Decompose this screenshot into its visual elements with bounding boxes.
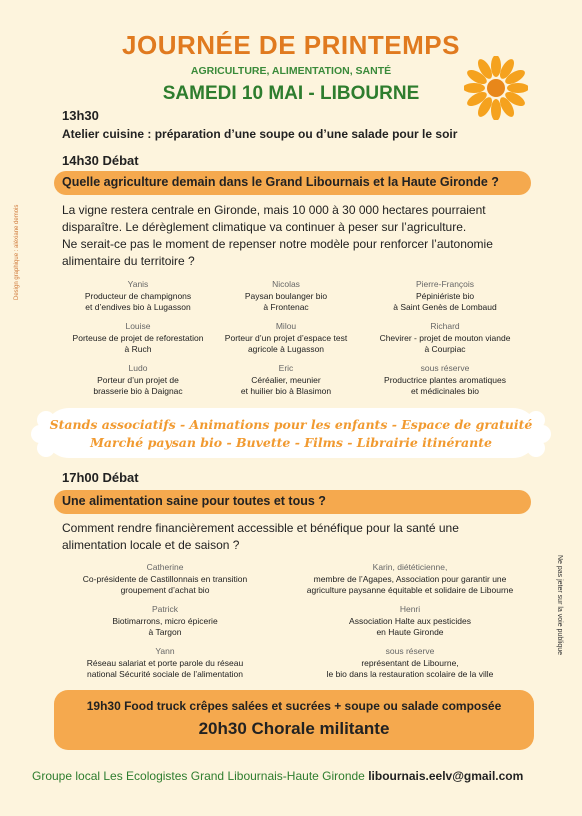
speaker-card	[53, 279, 223, 314]
speaker-name: Ludo	[128, 363, 148, 373]
speaker-name: sous réserve	[385, 646, 435, 656]
speaker-role: en Haute Gironde	[376, 627, 444, 637]
speaker-name: Milou	[275, 321, 297, 331]
speaker-card	[360, 279, 530, 314]
speaker-role: Pépiniériste bio	[415, 290, 475, 301]
session-1-time: 13h30	[62, 108, 99, 123]
session-3-para-1: Comment rendre financièrement accessible et bénéfique pour la santé une	[62, 521, 459, 535]
speaker-role: à Saint Genès de Lombaud	[393, 302, 497, 312]
design-credit: Design graphique : aléxiane demois	[14, 204, 20, 300]
speaker-card	[201, 279, 371, 314]
food-truck-line: 19h30 Food truck crêpes salées et sucrées + soupe ou salade composée	[86, 699, 502, 713]
speaker-role: Biotimarrons, micro épicerie	[112, 615, 218, 626]
speaker-card	[360, 321, 530, 356]
speaker-card	[290, 646, 530, 681]
speaker-card	[60, 604, 270, 639]
session-3-question: Une alimentation saine pour toutes et tous ?	[62, 494, 326, 508]
speaker-name: Catherine	[146, 562, 184, 572]
speaker-role: brasserie bio à Daignac	[93, 386, 183, 396]
page-title: JOURNÉE DE PRINTEMPS	[122, 30, 460, 60]
sunflower-icon	[464, 56, 528, 120]
speaker-role: à Ruch	[124, 344, 152, 354]
speaker-card	[201, 321, 371, 356]
speaker-card	[60, 562, 270, 597]
speaker-role: groupement d’achat bio	[120, 585, 210, 595]
speaker-role: et huilier bio à Blasimon	[240, 386, 332, 396]
chorale-line: 20h30 Chorale militante	[198, 719, 390, 738]
speaker-role: Productrice plantes aromatiques	[384, 374, 506, 385]
speaker-name: Yann	[155, 646, 175, 656]
speaker-role: Producteur de champignons	[84, 290, 192, 301]
speaker-name: sous réserve	[420, 363, 470, 373]
session-2-para-4: alimentaire du territoire ?	[62, 254, 195, 268]
speaker-role: à Targon	[148, 627, 182, 637]
speaker-role: à Frontenac	[263, 302, 309, 312]
speaker-card	[60, 646, 270, 681]
session-1-text: Atelier cuisine : préparation d’une soupe ou d’une salade pour le soir	[62, 127, 458, 141]
speaker-role: Paysan boulanger bio	[244, 290, 328, 301]
session-2-time: 14h30 Débat	[62, 153, 139, 168]
speaker-role: Réseau salariat et porte parole du réseau	[86, 657, 244, 668]
banner-line-1: Stands associatifs - Animations pour les enfants - Espace de gratuité	[49, 417, 533, 432]
speaker-name: Nicolas	[272, 279, 300, 289]
speaker-name: Karin, diététicienne,	[372, 562, 448, 572]
session-3-question-bar	[54, 490, 531, 514]
speaker-role: et d’endives bio à Lugasson	[85, 302, 191, 312]
speaker-card	[53, 363, 223, 398]
speaker-name: Pierre-François	[415, 279, 475, 289]
footer-email[interactable]: libournais.eelv@gmail.com	[368, 769, 524, 783]
session-2-question-bar	[54, 171, 531, 195]
speaker-name: Eric	[278, 363, 294, 373]
activities-banner	[44, 408, 538, 458]
banner-line-2: Marché paysan bio - Buvette - Films - Librairie itinérante	[90, 435, 492, 450]
speaker-role: représentant de Libourne,	[361, 657, 459, 668]
footer	[32, 769, 523, 783]
speaker-card	[290, 604, 530, 639]
session-2-question: Quelle agriculture demain dans le Grand Libournais et la Haute Gironde ?	[62, 175, 499, 189]
footer-group: Groupe local Les Ecologistes Grand Libournais-Haute Gironde	[32, 769, 365, 783]
speaker-role: Co-présidente de Castillonnais en transition	[82, 573, 248, 584]
speaker-role: le bio dans la restauration scolaire de la ville	[326, 669, 494, 679]
speaker-role: à Courpiac	[424, 344, 466, 354]
session-3-time: 17h00 Débat	[62, 470, 139, 485]
speaker-name: Yanis	[127, 279, 149, 289]
speaker-name: Richard	[430, 321, 460, 331]
speaker-role: Porteur d’un projet de	[97, 374, 179, 385]
speaker-role: agriculture paysanne équitable et solidaire de Libourne	[306, 585, 514, 595]
evening-box	[54, 690, 534, 750]
speaker-role: membre de l’Agapes, Association pour garantir une	[313, 573, 507, 584]
session-2-para-2: disparaître. Le dérèglement climatique va continuer à peser sur l’agriculture.	[62, 220, 467, 234]
speaker-role: Céréalier, meunier	[251, 374, 321, 385]
speaker-role: Porteuse de projet de reforestation	[72, 332, 204, 343]
speaker-name: Henri	[399, 604, 421, 614]
speaker-card	[290, 562, 530, 597]
speaker-name: Patrick	[152, 604, 178, 614]
speaker-role: et médicinales bio	[410, 386, 480, 396]
speaker-role: Porteur d’un projet d’espace test	[224, 332, 348, 343]
session-2-para-1: La vigne restera centrale en Gironde, mais 10 000 à 30 000 hectares pourraient	[62, 203, 486, 217]
speaker-role: Association Halte aux pesticides	[349, 615, 471, 626]
speaker-card	[360, 363, 530, 398]
speaker-card	[53, 321, 223, 356]
event-date: SAMEDI 10 MAI - LIBOURNE	[162, 83, 420, 104]
session-3-para-2: alimentation locale et de saison ?	[62, 538, 240, 552]
speaker-card	[201, 363, 371, 398]
speaker-role: Chevirer - projet de mouton viande	[379, 332, 511, 343]
speaker-role: national Sécurité sociale de l’alimentation	[87, 669, 243, 679]
disposal-notice: Ne pas jeter sur la voie publique	[556, 555, 563, 656]
speaker-role: agricole à Lugasson	[247, 344, 325, 354]
session-2-para-3: Ne serait-ce pas le moment de repenser notre modèle pour renforcer l’autonomie	[62, 237, 493, 251]
page-subtitle: AGRICULTURE, ALIMENTATION, SANTÉ	[190, 65, 392, 77]
speaker-name: Louise	[125, 321, 151, 331]
